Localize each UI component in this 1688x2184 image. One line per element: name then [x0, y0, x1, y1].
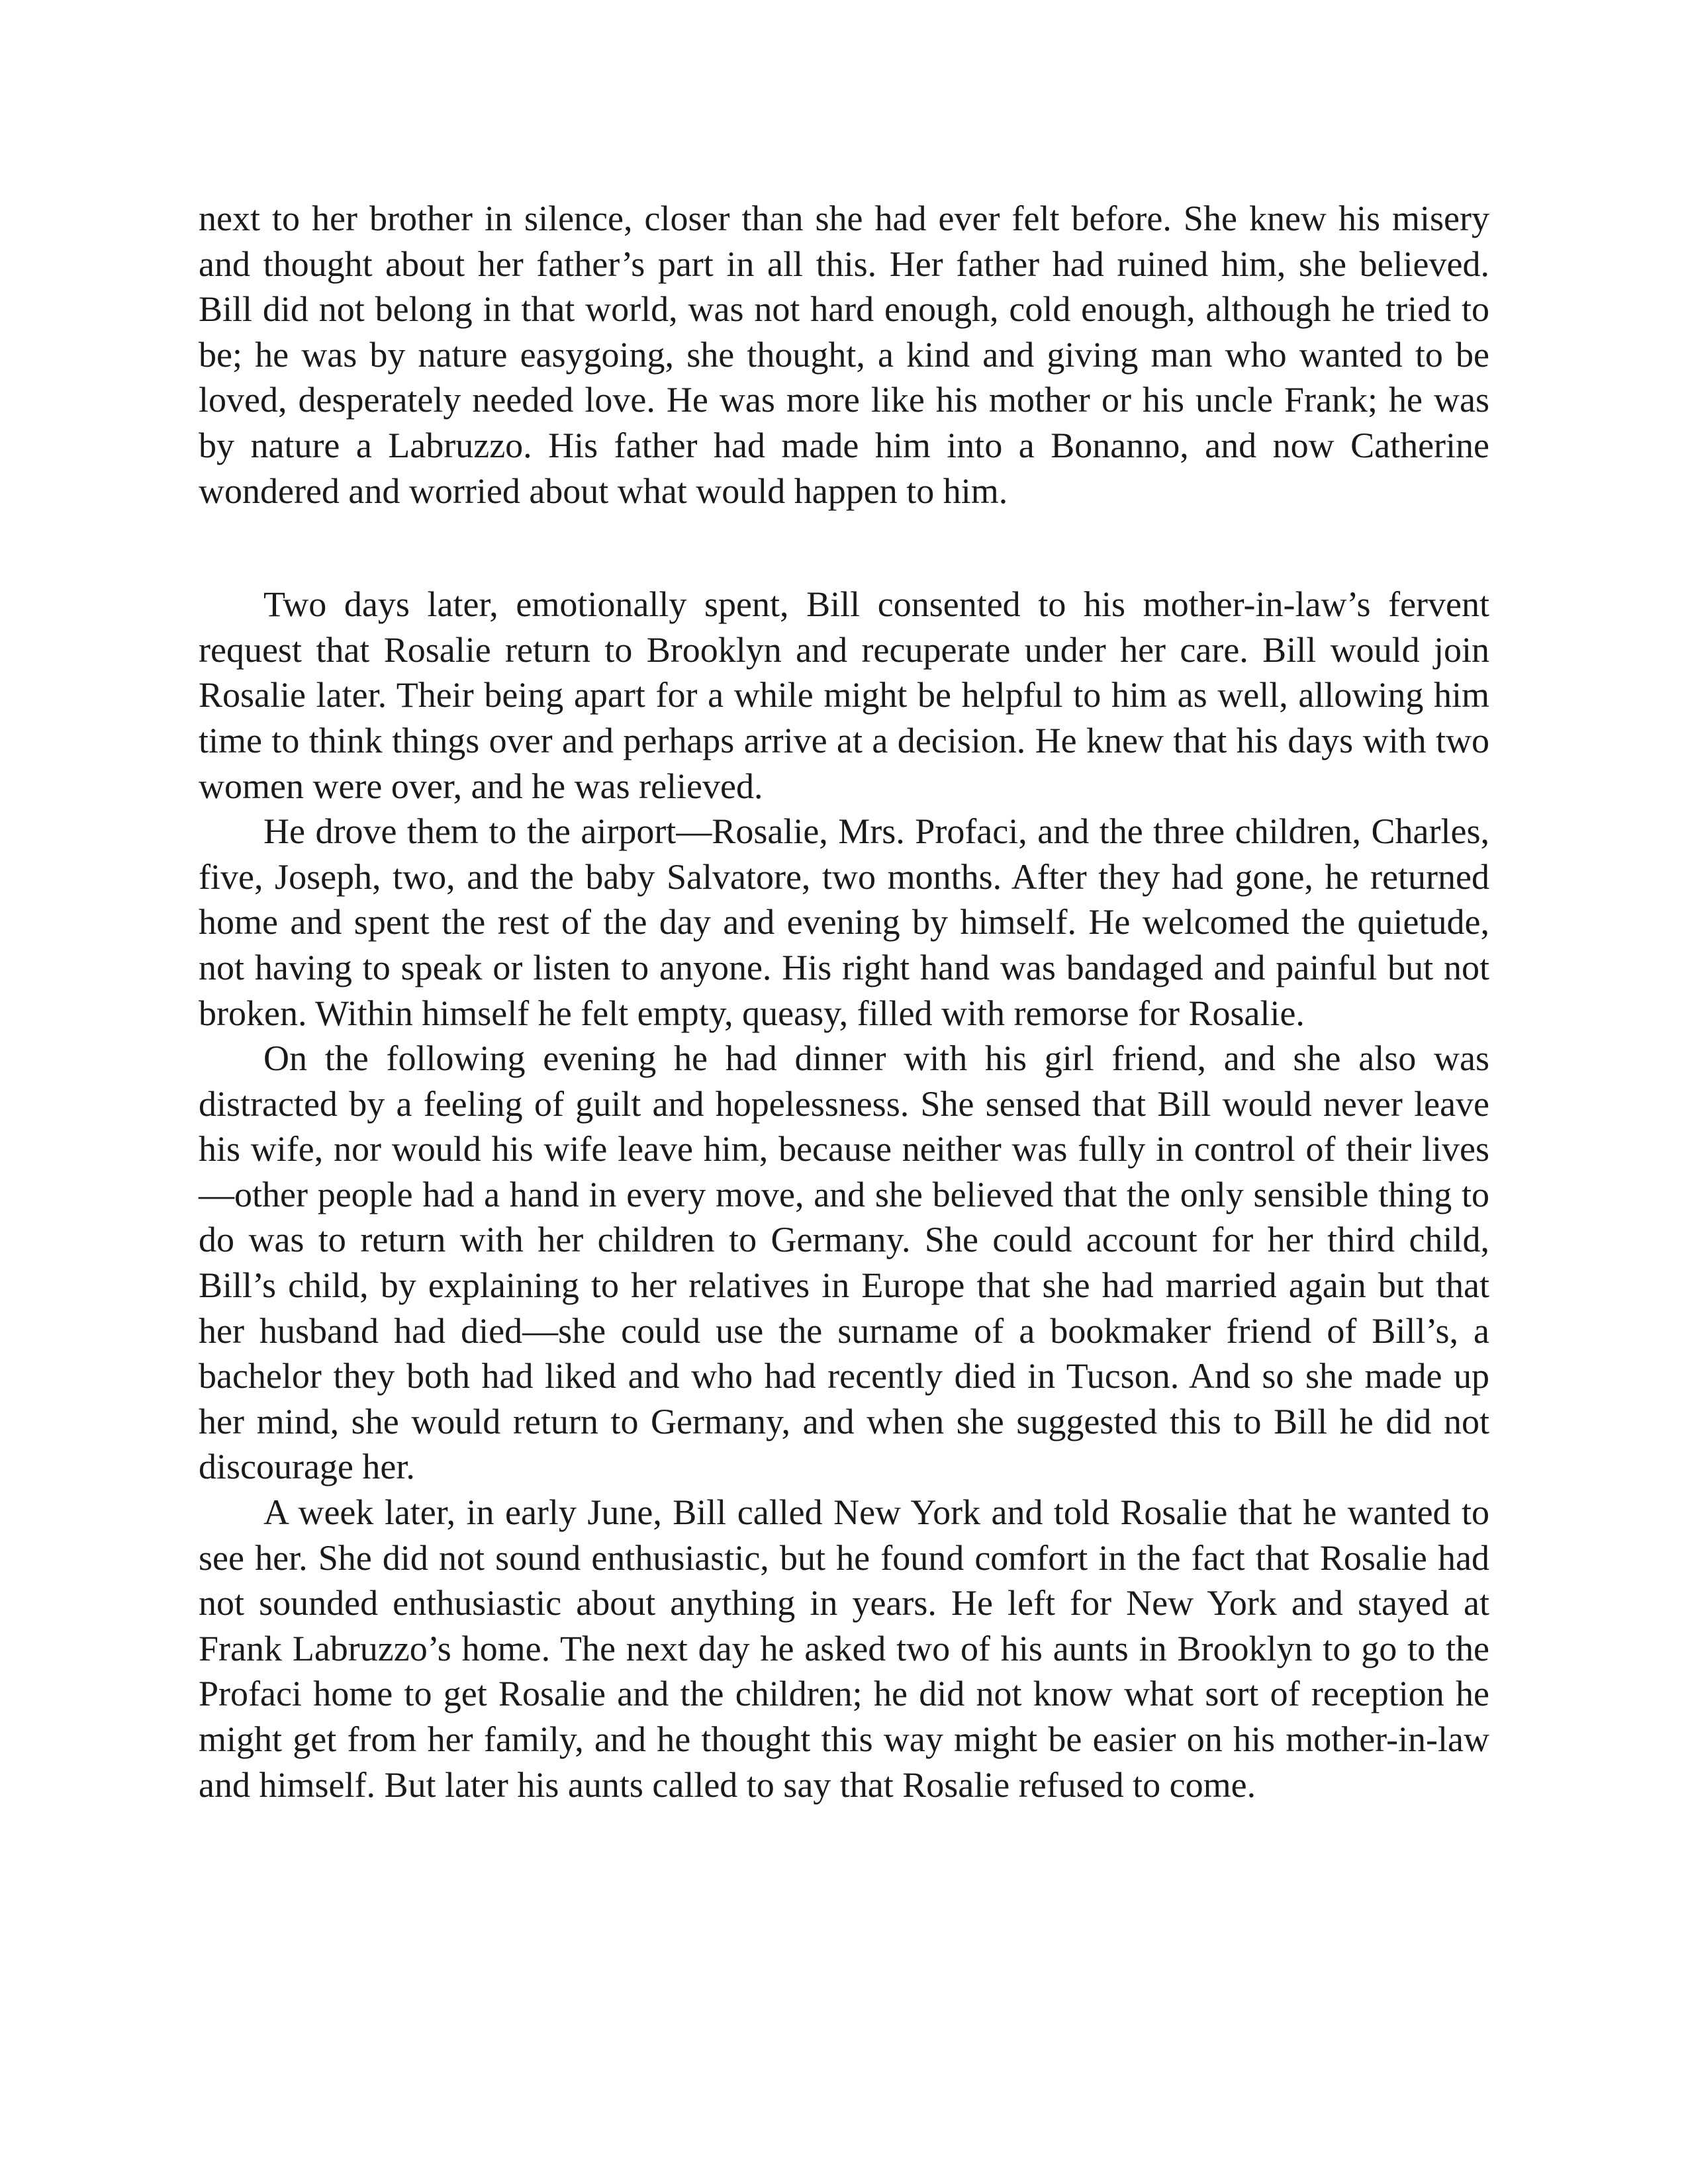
paragraph: A week later, in early June, Bill called New York and told Rosalie that he wanted to see her. She did not sound enthusiastic, but he found comfort in the fact that Rosalie had not sounded enthusiastic about anything in years. He left for New York and stayed at Frank Labruzzo’s home. The next day he asked two of his aunts in Brooklyn to go to the Profaci home to get Rosalie and the children; he did not know what sort of reception he might get from her family, and he thought this way might be easier on his mother-in-law and himself. But later his aunts called to say that Rosalie refused to come.: [199, 1492, 1489, 1805]
paragraph: On the following evening he had dinner with his girl friend, and she also was distracted by a feeling of guilt and hopelessness. She sensed that Bill would never leave his wife, nor would his wife leave him, because neither was fully in control of their lives—other people had a hand in every move, and she believed that the only sensible thing to do was to return with her children to Germany. She could account for her third child, Bill’s child, by explaining to her relatives in Europe that she had married again but that her husband had died—she could use the surname of a bookmaker friend of Bill’s, a bachelor they both had liked and who had recently died in Tucson. And so she made up her mind, she would return to Germany, and when she suggested this to Bill he did not discourage her.: [199, 1038, 1489, 1487]
section-break: [199, 514, 1489, 582]
page-body: [199, 196, 1489, 1807]
paragraph: Two days later, emotionally spent, Bill consented to his mother-in-law’s fervent request that Rosalie return to Brooklyn and recuperate under her care. Bill would join Rosalie later. Their being apart for a while might be helpful to him as well, allowing him time to think things over and perhaps arrive at a decision. He knew that his days with two women were over, and he was relieved.: [199, 584, 1489, 806]
paragraph: He drove them to the airport—Rosalie, Mrs. Profaci, and the three children, Charles, five, Joseph, two, and the baby Salvatore, two months. After they had gone, he returned home and spent the rest of the day and evening by himself. He welcomed the quietude, not having to speak or listen to anyone. His right hand was bandaged and painful but not broken. Within himself he felt empty, queasy, filled with remorse for Rosalie.: [199, 811, 1489, 1033]
paragraph-continued: next to her brother in silence, closer than she had ever felt before. She knew his misery and thought about her father’s part in all this. Her father had ruined him, she believed. Bill did not belong in that world, was not hard enough, cold enough, although he tried to be; he was by nature easygoing, she thought, a kind and giving man who wanted to be loved, desperately needed love. He was more like his mother or his uncle Frank; he was by nature a Labruzzo. His father had made him into a Bonanno, and now Catherine wondered and worried about what would happen to him.: [199, 199, 1489, 511]
